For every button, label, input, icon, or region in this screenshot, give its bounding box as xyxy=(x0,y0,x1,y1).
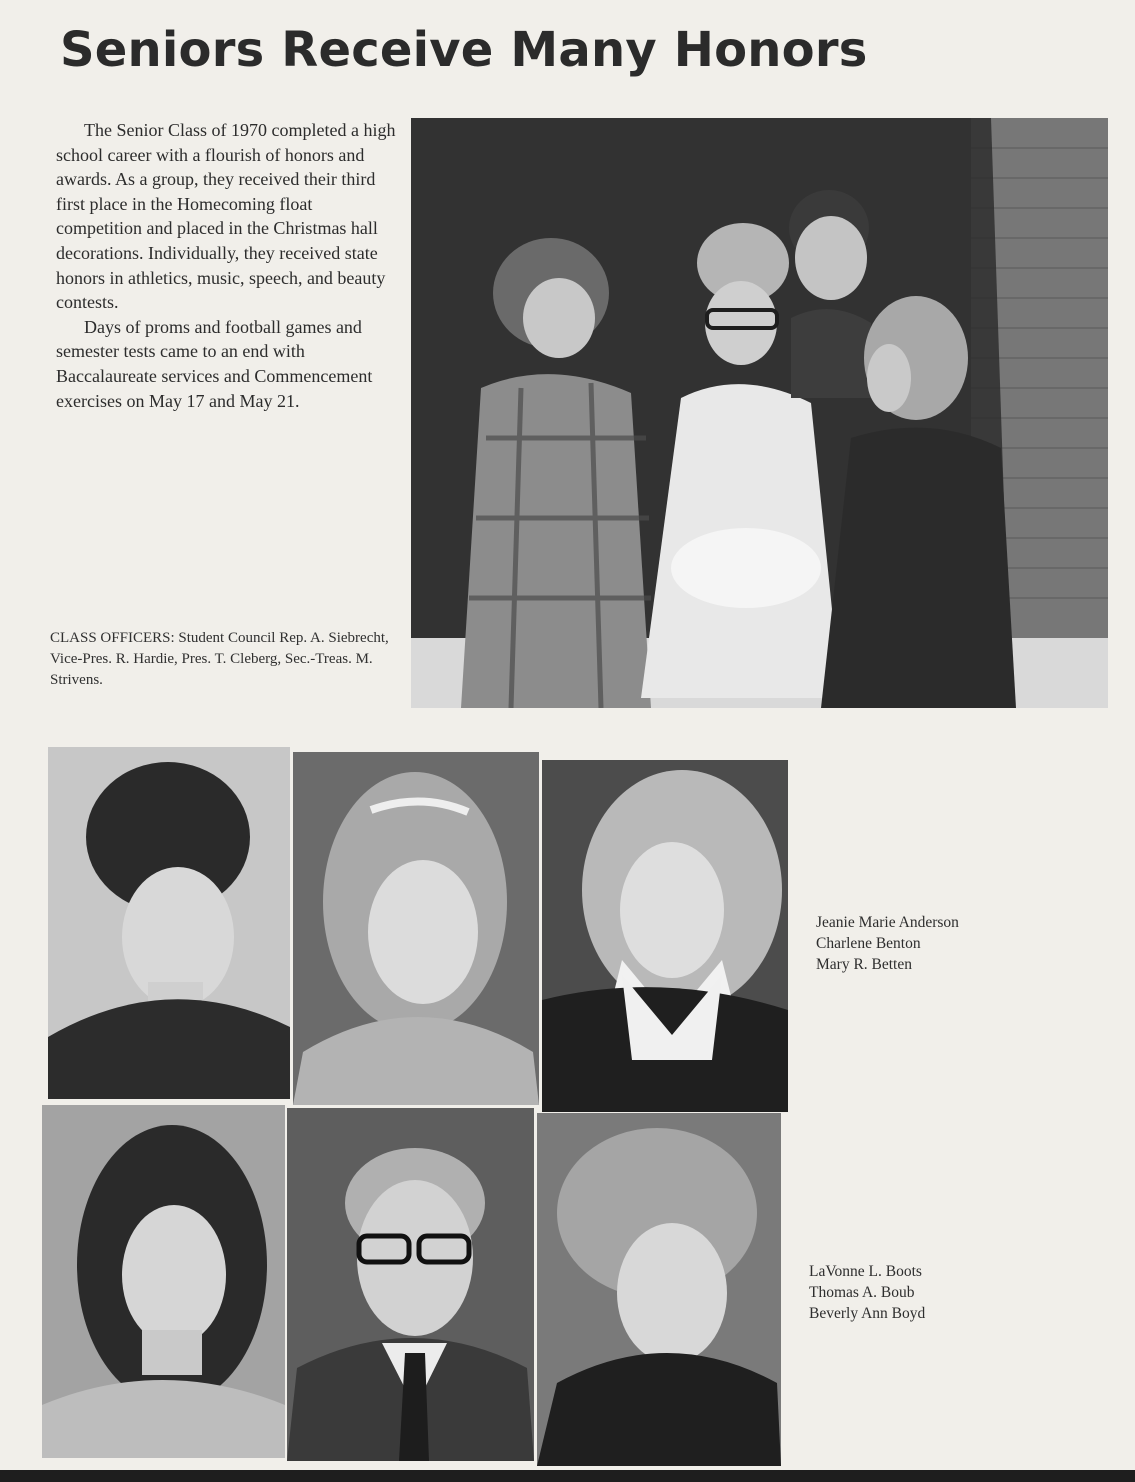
article-paragraph: The Senior Class of 1970 completed a high school career with a flourish of honors and awards. As a group, they received their third first place in the Homecoming float competition and placed in the Christmas hall decorations. Individually, they received state honors in athletics, music, speech, and beauty contests. xyxy=(56,120,396,313)
student-name: LaVonne L. Boots xyxy=(809,1263,922,1280)
portrait-mary-r-betten xyxy=(542,760,788,1112)
article-paragraph: Days of proms and football games and semester tests came to an end with Baccalaureate services and Commencement exercises on May 17 and May 21. xyxy=(56,316,373,411)
portrait-lavonne-l-boots xyxy=(42,1105,285,1458)
headline: Seniors Receive Many Honors xyxy=(60,22,868,78)
portrait-beverly-ann-boyd xyxy=(537,1113,781,1466)
portrait-names-row-1 xyxy=(816,912,959,975)
portrait-thomas-a-boub xyxy=(287,1108,534,1461)
portrait-names-row-2 xyxy=(809,1261,925,1324)
class-officers-photo xyxy=(411,118,1108,708)
article-body xyxy=(56,118,396,413)
class-officers-caption: CLASS OFFICERS: Student Council Rep. A. Siebrecht, Vice-Pres. R. Hardie, Pres. T. Cleberg, Sec.-Treas. M. Strivens. xyxy=(50,630,389,688)
student-name: Beverly Ann Boyd xyxy=(809,1305,926,1322)
portrait-jeanie-marie-anderson xyxy=(48,747,290,1099)
student-name: Mary R. Betten xyxy=(816,956,912,973)
student-name: Jeanie Marie Anderson xyxy=(816,914,959,931)
page-bottom-edge xyxy=(0,1470,1135,1482)
student-name: Thomas A. Boub xyxy=(809,1284,915,1301)
student-name: Charlene Benton xyxy=(816,935,921,952)
portrait-charlene-benton xyxy=(293,752,539,1105)
